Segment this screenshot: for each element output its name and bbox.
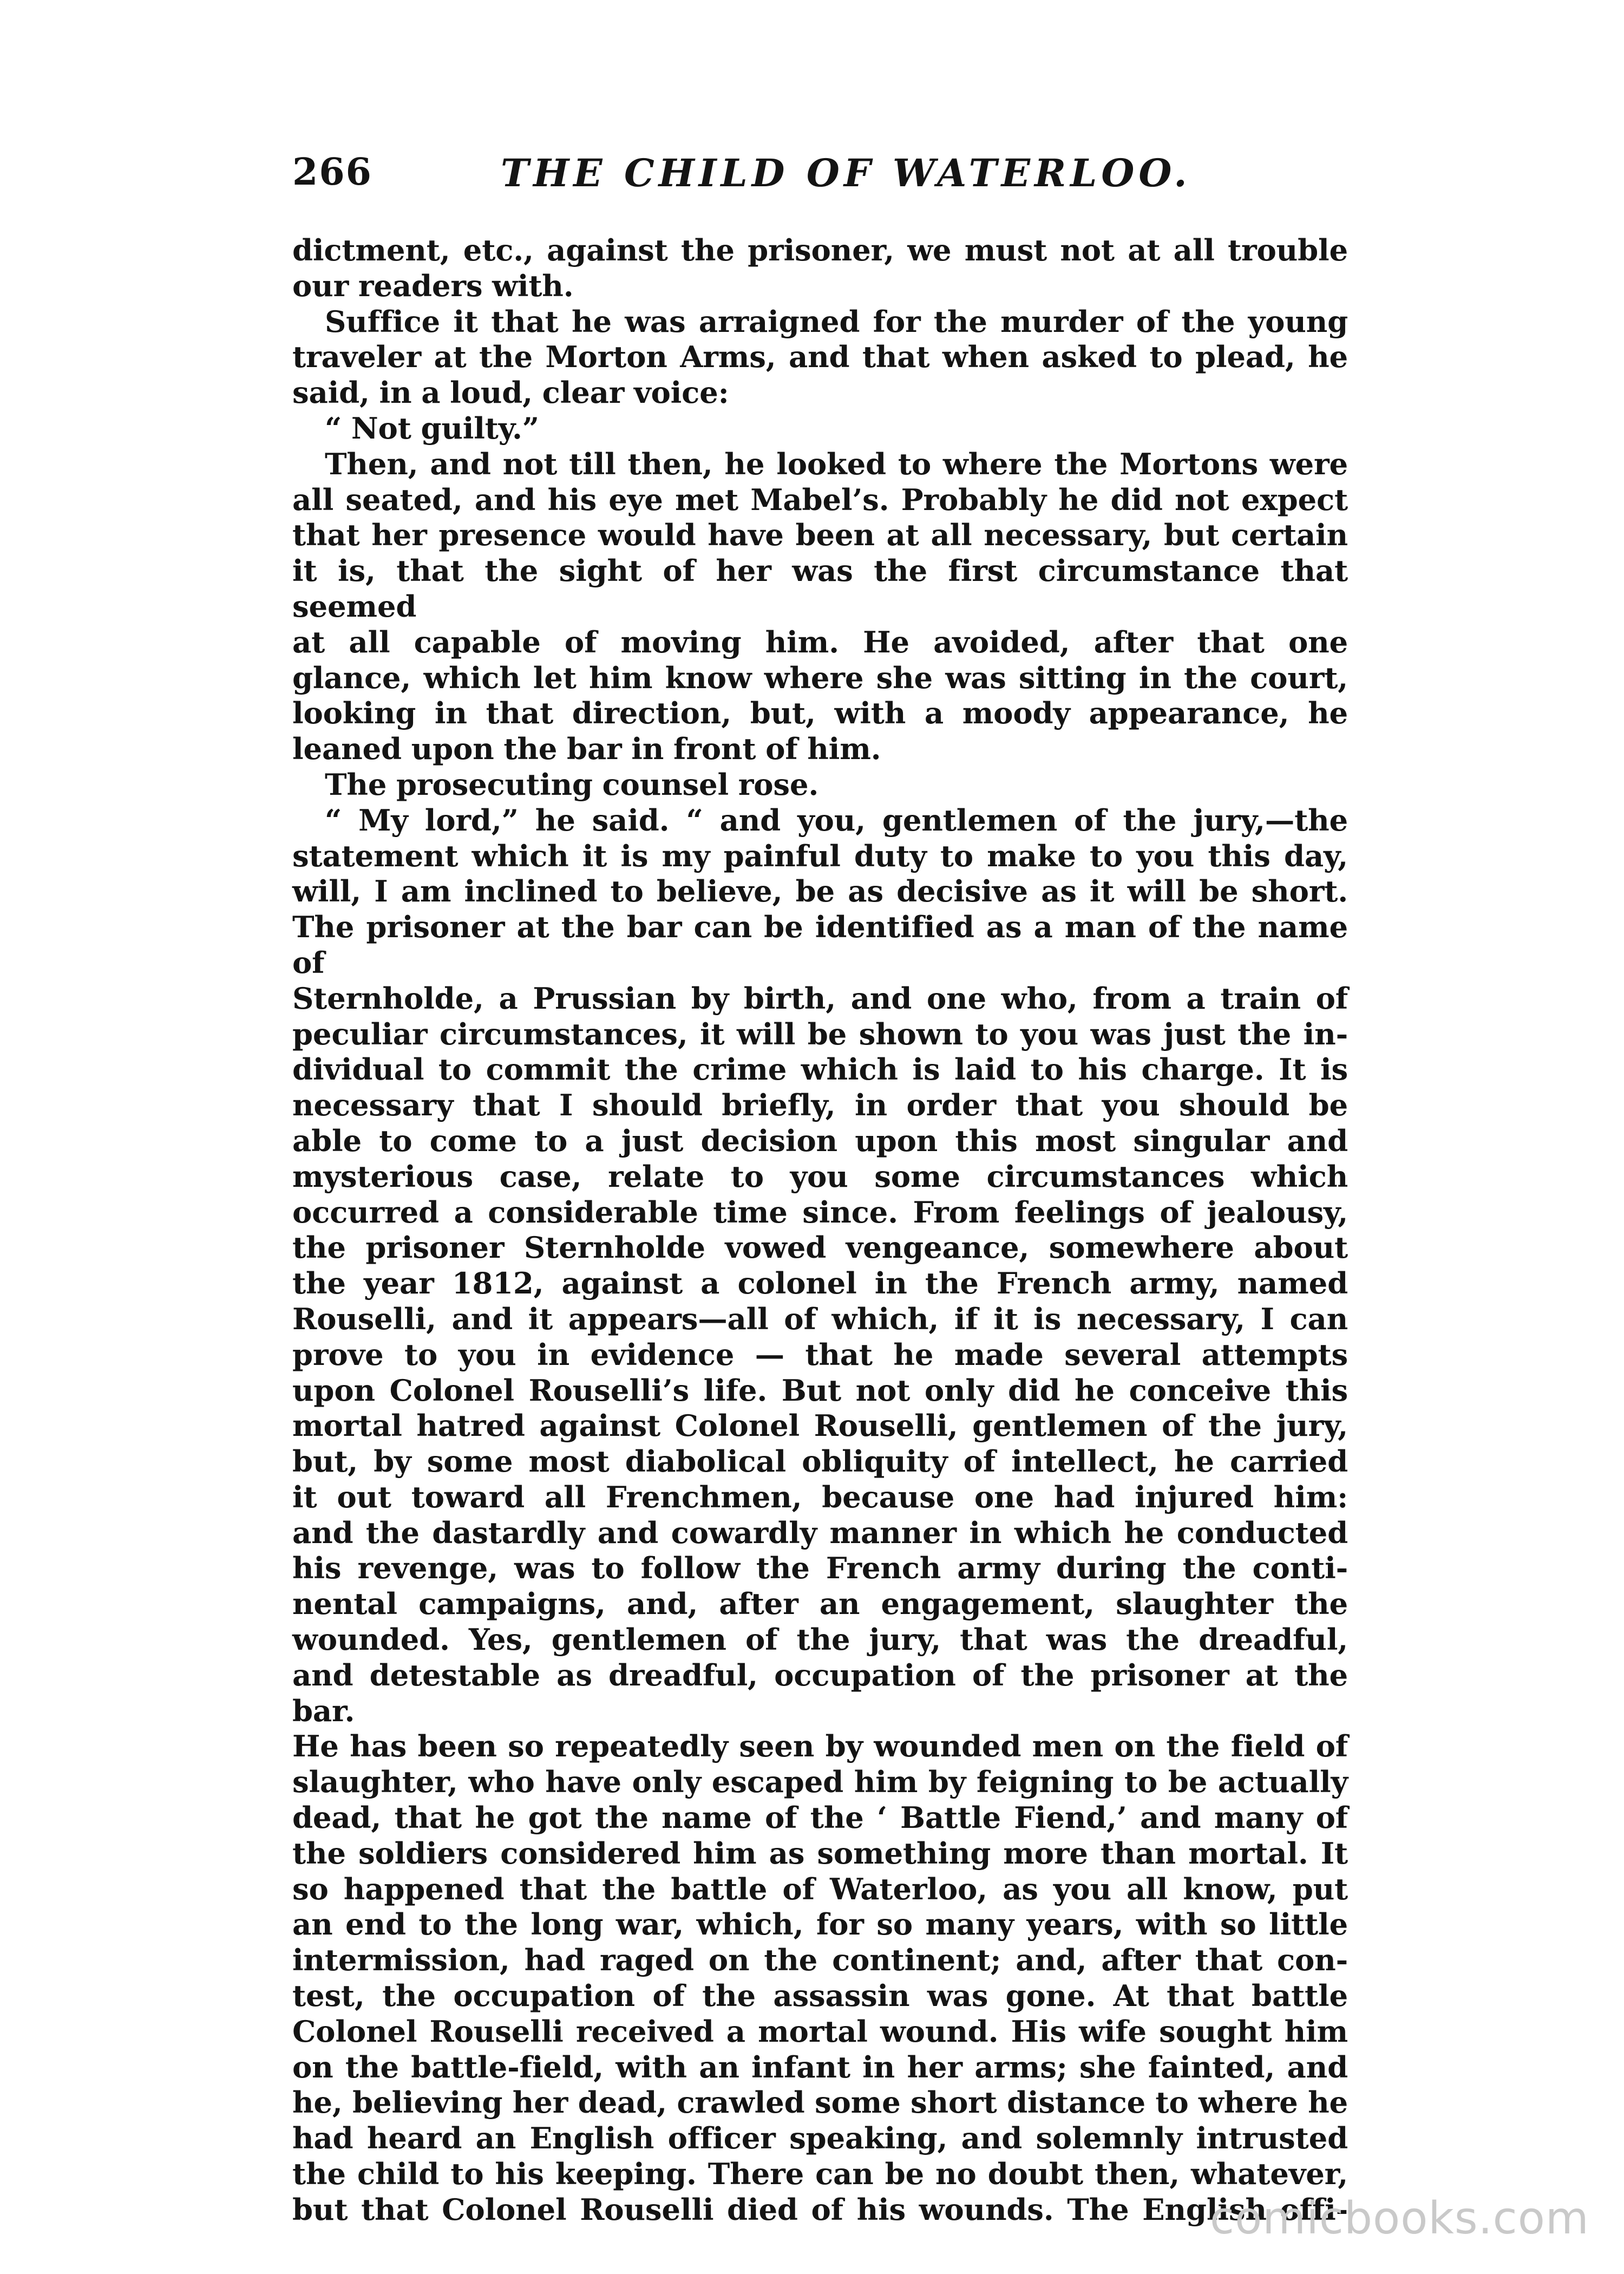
text-line: test, the occupation of the assassin was gone. At that battle xyxy=(292,1978,1348,2014)
text-line: so happened that the battle of Waterloo, as you all know, put xyxy=(292,1871,1348,1906)
text-line: all seated, and his eye met Mabel’s. Probably he did not expect xyxy=(292,482,1348,517)
text-line: that her presence would have been at all necessary, but certain xyxy=(292,518,1348,553)
text-line: and detestable as dreadful, occupation of the prisoner at the bar. xyxy=(292,1657,1348,1728)
text-line: “ My lord,” he said. “ and you, gentlemen of the jury,—the xyxy=(325,802,1348,838)
running-title: THE CHILD OF WATERLOO. xyxy=(501,151,1191,195)
text-line: He has been so repeatedly seen by wounded men on the field of xyxy=(292,1729,1348,1764)
text-line: at all capable of moving him. He avoided, after that one xyxy=(292,624,1348,659)
text-line: Colonel Rouselli received a mortal wound. His wife sought him xyxy=(292,2014,1348,2049)
text-line: dead, that he got the name of the ‘ Battle Fiend,’ and many of xyxy=(292,1800,1348,1835)
page-number: 266 xyxy=(292,151,372,194)
text-line: glance, which let him know where she was sitting in the court, xyxy=(292,660,1348,695)
text-line: had heard an English officer speaking, and solemnly intrusted xyxy=(292,2121,1348,2156)
text-line: Sternholde, a Prussian by birth, and one who, from a train of xyxy=(292,981,1348,1016)
text-line: will, I am inclined to believe, be as decisive as it will be short. xyxy=(292,874,1348,909)
text-line: it out toward all Frenchmen, because one had injured him: xyxy=(292,1479,1348,1514)
text-line: the year 1812, against a colonel in the French army, named xyxy=(292,1266,1348,1301)
text-line: our readers with. xyxy=(292,268,574,303)
text-line: prove to you in evidence — that he made several attempts xyxy=(292,1337,1348,1372)
text-line: mysterious case, relate to you some circumstances which xyxy=(292,1159,1348,1194)
text-line: but, by some most diabolical obliquity of intellect, he carried xyxy=(292,1444,1348,1479)
text-line: and the dastardly and cowardly manner in which he conducted xyxy=(292,1515,1348,1550)
page-header xyxy=(292,151,1229,210)
text-line: The prisoner at the bar can be identified as a man of the name of xyxy=(292,910,1348,980)
text-line: on the battle-field, with an infant in her arms; she fainted, and xyxy=(292,2049,1348,2084)
text-line: slaughter, who have only escaped him by feigning to be actually xyxy=(292,1765,1348,1800)
text-line: his revenge, was to follow the French army during the conti- xyxy=(292,1551,1348,1586)
body-text xyxy=(292,233,1348,2228)
text-line: the prisoner Sternholde vowed vengeance, somewhere about xyxy=(292,1230,1348,1265)
text-line: necessary that I should briefly, in order that you should be xyxy=(292,1088,1348,1123)
text-line: leaned upon the bar in front of him. xyxy=(292,731,881,767)
text-line: it is, that the sight of her was the first circumstance that seemed xyxy=(292,553,1348,624)
watermark: comicbooks.com xyxy=(1210,2193,1589,2244)
text-line: able to come to a just decision upon this most singular and xyxy=(292,1123,1348,1158)
text-line: Suffice it that he was arraigned for the murder of the young xyxy=(325,304,1348,339)
text-line: intermission, had raged on the continent; and, after that con- xyxy=(292,1943,1348,1978)
text-line: dividual to commit the crime which is laid to his charge. It is xyxy=(292,1052,1348,1087)
text-line: upon Colonel Rouselli’s life. But not only did he conceive this xyxy=(292,1373,1348,1408)
text-line: Rouselli, and it appears—all of which, if it is necessary, I can xyxy=(292,1301,1348,1336)
text-line: statement which it is my painful duty to make to you this day, xyxy=(292,838,1348,873)
text-line: he, believing her dead, crawled some short distance to where he xyxy=(292,2085,1348,2120)
text-line: occurred a considerable time since. From feelings of jealousy, xyxy=(292,1194,1348,1230)
text-line: the child to his keeping. There can be no doubt then, whatever, xyxy=(292,2157,1348,2192)
text-line: an end to the long war, which, for so many years, with so little xyxy=(292,1907,1348,1942)
text-line: looking in that direction, but, with a moody appearance, he xyxy=(292,696,1348,731)
text-line: but that Colonel Rouselli died of his wounds. The English offi- xyxy=(292,2192,1348,2227)
text-line: peculiar circumstances, it will be shown to you was just the in- xyxy=(292,1016,1348,1051)
text-line: said, in a loud, clear voice: xyxy=(292,375,729,410)
text-line: “ Not guilty.” xyxy=(325,410,539,446)
text-line: the soldiers considered him as something more than mortal. It xyxy=(292,1835,1348,1871)
text-line: nental campaigns, and, after an engagement, slaughter the xyxy=(292,1586,1348,1622)
text-line: wounded. Yes, gentlemen of the jury, that was the dreadful, xyxy=(292,1622,1348,1657)
text-line: mortal hatred against Colonel Rouselli, gentlemen of the jury, xyxy=(292,1408,1348,1443)
text-line: traveler at the Morton Arms, and that when asked to plead, he xyxy=(292,339,1348,375)
text-line: Then, and not till then, he looked to where the Mortons were xyxy=(325,446,1348,481)
text-line: dictment, etc., against the prisoner, we must not at all trouble xyxy=(292,233,1348,267)
text-line: The prosecuting counsel rose. xyxy=(325,767,819,802)
